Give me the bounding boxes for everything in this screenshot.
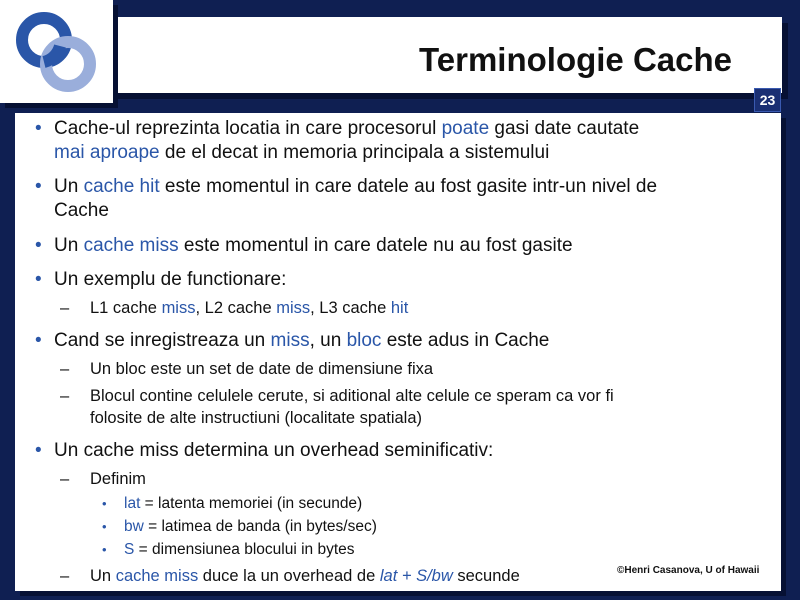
sub-bullet-6-2 <box>60 565 620 587</box>
highlight-text: miss <box>276 299 311 317</box>
bullet-dot-icon: • <box>35 176 42 197</box>
bullet-3 <box>25 234 765 258</box>
bullet-2 <box>25 175 765 223</box>
definition-term: lat <box>124 495 141 512</box>
definition-term: bw <box>124 518 144 535</box>
bullet-text: este momentul in care datele nu au fost gasite <box>178 235 573 256</box>
bullet-text: , un <box>309 330 347 351</box>
bullet-5 <box>25 329 765 353</box>
bullet-text: Un <box>54 176 84 197</box>
formula-text: lat + S/bw <box>379 567 453 585</box>
bullet-text: folosite de alte instructiuni (localitate spatiala) <box>90 409 423 427</box>
bullet-text: Un bloc este un set de date de dimensiune fixa <box>90 360 434 378</box>
highlight-text: cache hit <box>83 176 160 197</box>
bullet-dot-icon: • <box>102 496 107 511</box>
highlight-text: miss <box>161 299 196 317</box>
bullet-text: L1 cache <box>90 299 162 317</box>
highlight-text: mai aproape <box>54 142 160 163</box>
bullet-dot-icon: • <box>102 542 107 557</box>
title-panel <box>108 17 782 93</box>
dash-icon: – <box>60 299 70 317</box>
bullet-text: Un <box>54 235 84 256</box>
bullet-text: de el decat in memoria principala a sistemului <box>159 142 550 163</box>
bullet-text: Un exemplu de functionare: <box>54 269 287 290</box>
bullet-dot-icon: • <box>35 235 42 256</box>
bullet-text: duce la un overhead de <box>198 567 380 585</box>
bullet-text: Un cache miss determina un overhead seminificativ: <box>54 440 494 461</box>
bullet-text: este adus in Cache <box>381 330 550 351</box>
bullet-text: Blocul contine celulele cerute, si aditional alte celule ce speram ca vor fi <box>90 387 614 405</box>
bullet-6 <box>25 439 765 463</box>
bullet-text: , L3 cache <box>310 299 391 317</box>
bullet-dot-icon: • <box>35 269 42 290</box>
page-title: Terminologie Cache <box>419 41 732 78</box>
bullet-text: gasi date cautate <box>489 118 640 139</box>
highlight-text: cache miss <box>83 235 179 256</box>
highlight-text: hit <box>390 299 409 317</box>
highlight-text: cache miss <box>115 567 199 585</box>
bullet-text: Un <box>90 567 116 585</box>
highlight-text: bloc <box>346 330 382 351</box>
bullet-text: secunde <box>452 567 520 585</box>
bullet-text: este momentul in care datele au fost gasite intr-un nivel de <box>159 176 658 197</box>
bullet-dot-icon: • <box>35 118 42 139</box>
dash-icon: – <box>60 470 70 488</box>
dash-icon: – <box>60 360 70 378</box>
bullet-text: Cache-ul reprezinta locatia in care procesorul <box>54 118 442 139</box>
logo <box>0 0 113 103</box>
bullet-dot-icon: • <box>35 330 42 351</box>
highlight-text: miss <box>270 330 310 351</box>
sub-bullet-5-2 <box>60 385 760 429</box>
footer-credit: ©Henri Casanova, U of Hawaii <box>617 565 760 576</box>
dash-icon: – <box>60 387 70 405</box>
highlight-text: poate <box>441 118 490 139</box>
page-number: 23 <box>754 88 781 112</box>
bullet-dot-icon: • <box>35 440 42 461</box>
sub-bullet-5-1 <box>60 358 760 380</box>
definition-desc: = latimea de banda (in bytes/sec) <box>143 518 377 535</box>
bullet-text: Cand se inregistreaza un <box>54 330 271 351</box>
definition-desc: = dimensiunea blocului in bytes <box>134 541 355 558</box>
definition-item <box>102 516 702 538</box>
bullet-4 <box>25 268 765 292</box>
bullet-text: , L2 cache <box>195 299 277 317</box>
sub-bullet-6-1 <box>60 468 760 490</box>
logo-icon <box>8 6 104 98</box>
bullet-1 <box>25 117 765 165</box>
content-panel <box>15 113 781 591</box>
definition-term: S <box>124 541 135 558</box>
dash-icon: – <box>60 567 70 585</box>
definition-desc: = latenta memoriei (in secunde) <box>140 495 363 512</box>
bullet-text: Definim <box>90 470 146 488</box>
bullet-dot-icon: • <box>102 519 107 534</box>
sub-bullet-4-1 <box>60 297 760 319</box>
definition-item <box>102 539 702 561</box>
definition-item <box>102 493 702 515</box>
bullet-text: Cache <box>54 200 109 221</box>
